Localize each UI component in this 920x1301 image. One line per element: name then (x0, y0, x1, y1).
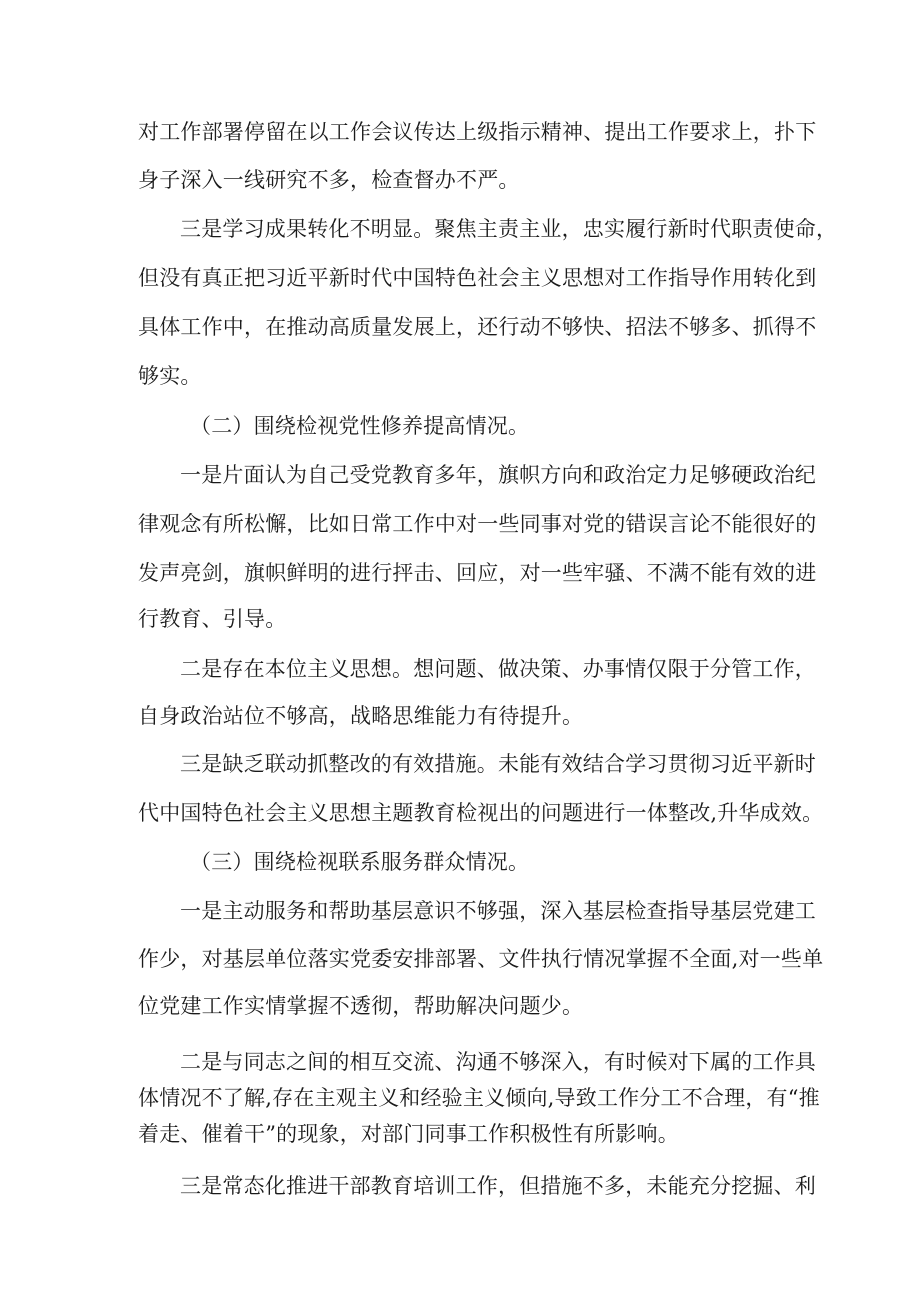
text-line: 作少，对基层单位落实党委安排部署、文件执行情况掌握不全面,对一些单 (138, 947, 824, 971)
paragraph-first-line: 一是主动服务和帮助基层意识不够强，深入基层检查指导基层党建工 (180, 899, 816, 923)
text-line: 够实。 (138, 364, 202, 388)
paragraph-first-line: 三是学习成果转化不明显。聚焦主责主业，忠实履行新时代职责使命， (180, 217, 838, 241)
text-line: 发声亮剑，旗帜鲜明的进行抨击、回应，对一些牢骚、不满不能有效的进 (138, 561, 817, 585)
text-line: 行教育、引导。 (138, 607, 287, 631)
paragraph-first-line: 一是片面认为自己受党教育多年，旗帜方向和政治定力足够硬政治纪 (180, 463, 816, 487)
text-line: 身子深入一线研究不多，检查督办不严。 (138, 168, 520, 192)
text-line: 位党建工作实情掌握不透彻，帮助解决问题少。 (138, 994, 584, 1018)
paragraph-first-line: 二是存在本位主义思想。想问题、做决策、办事情仅限于分管工作， (180, 657, 816, 681)
text-line: 着走、催着干”的现象，对部门同事工作积极性有所影响。 (138, 1122, 679, 1146)
text-line: 体情况不了解,存在主观主义和经验主义倾向,导致工作分工不合理，有“推 (138, 1086, 820, 1110)
text-line: 代中国特色社会主义思想主题教育检视出的问题进行一体整改,升华成效。 (138, 801, 824, 825)
paragraph-first-line: 二是与同志之间的相互交流、沟通不够深入，有时候对下属的工作具 (180, 1050, 816, 1074)
text-line: 律观念有所松懈，比如日常工作中对一些同事对党的错误言论不能很好的 (138, 512, 817, 536)
section-heading: （三）围绕检视联系服务群众情况。 (190, 850, 530, 874)
text-line: 自身政治站位不够高，战略思维能力有待提升。 (138, 704, 584, 728)
text-line: 具体工作中，在推动高质量发展上，还行动不够快、招法不够多、抓得不 (138, 315, 817, 339)
text-line: 但没有真正把习近平新时代中国特色社会主义思想对工作指导作用转化到 (138, 266, 817, 290)
text-line: 对工作部署停留在以工作会议传达上级指示精神、提出工作要求上，扑下 (138, 120, 817, 144)
section-heading: （二）围绕检视党性修养提高情况。 (190, 414, 530, 438)
paragraph-first-line: 三是常态化推进干部教育培训工作，但措施不多，未能充分挖掘、利 (180, 1174, 816, 1198)
paragraph-first-line: 三是缺乏联动抓整改的有效措施。未能有效结合学习贯彻习近平新时 (180, 752, 816, 776)
